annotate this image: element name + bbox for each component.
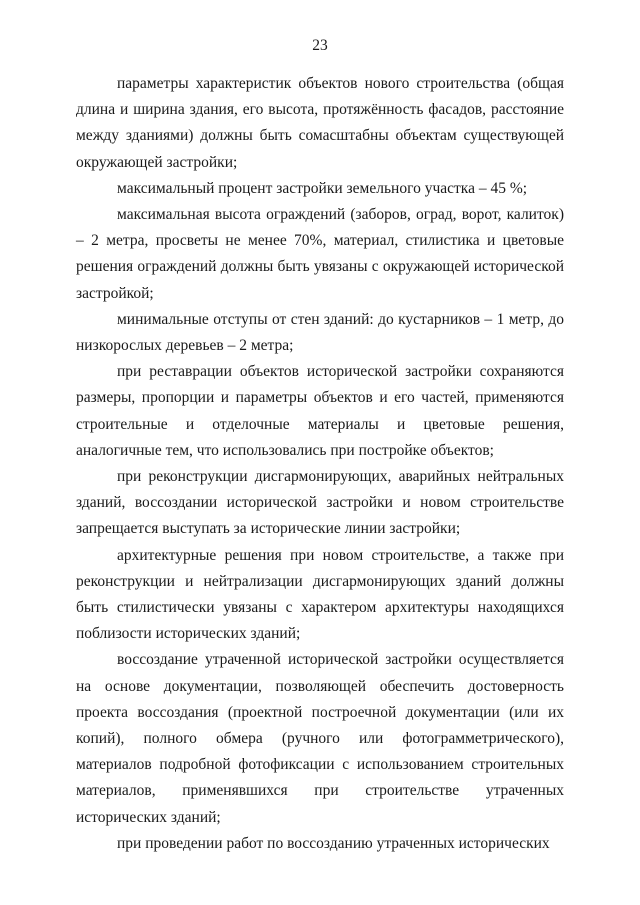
document-body — [76, 71, 564, 857]
paragraph: при реставрации объектов исторической застройки сохраняются размеры, пропорции и параметры объектов и его частей, применяются строительные и отделочные материалы и цветовые решения, аналогичные тем, что использовались при постройке объектов; — [76, 363, 564, 459]
paragraph: максимальный процент застройки земельного участка – 45 %; — [117, 179, 528, 197]
page-number: 23 — [312, 37, 328, 54]
paragraph: при проведении работ по воссозданию утраченных исторических — [117, 834, 550, 852]
paragraph: параметры характеристик объектов нового строительства (общая длина и ширина здания, его высота, протяжённость фасадов, расстояние между зданиями) должны быть сомасштабны объектам существующей окружающей застройки; — [76, 75, 564, 171]
paragraph: максимальная высота ограждений (заборов, оград, ворот, калиток) – 2 метра, просветы не менее 70%, материал, стилистика и цветовые решения ограждений должны быть увязаны с окружающей исторической застройкой; — [76, 206, 564, 302]
paragraph: архитектурные решения при новом строительстве, а также при реконструкции и нейтрализации дисгармонирующих зданий должны быть стилистически увязаны с характером архитектуры находящихся поблизости исторических зданий; — [76, 546, 564, 643]
paragraph: при реконструкции дисгармонирующих, аварийных нейтральных зданий, воссоздании исторической застройки и новом строительстве запрещается выступать за исторические линии застройки; — [76, 468, 564, 538]
paragraph: минимальные отступы от стен зданий: до кустарников – 1 метр, до низкорослых деревьев – 2 метра; — [76, 310, 564, 355]
paragraph: воссоздание утраченной исторической застройки осуществляется на основе документации, позволяющей обеспечить достоверность проекта воссоздания (проектной построечной документации (или их копий), полного обмера (ручного или фотограмметрического), материалов подробной фотофиксации с использованием строительных материалов, применявшихся при строительстве утраченных исторических зданий; — [76, 651, 564, 826]
